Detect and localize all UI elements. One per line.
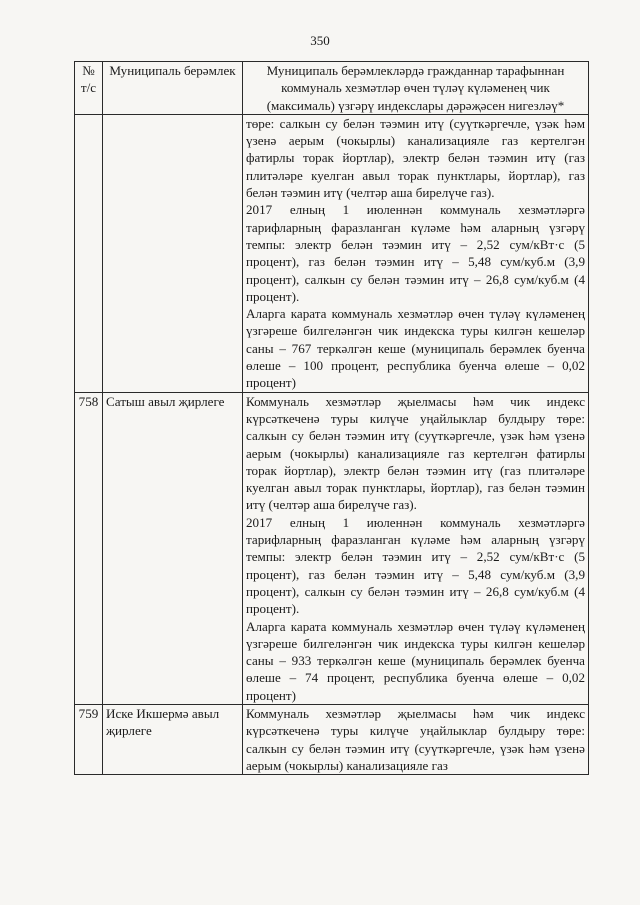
table-header-row (75, 62, 589, 115)
row-paragraph: 2017 елның 1 июленнән коммуналь хезмәтләргә тарифларның фаразланган күләме һәм аларның үзгәрү темпы: электр белән тәэмин итү – 2,52 сум/кВт·с (5 процент), газ белән тәэмин итү – 5,48 сум/куб.м (3,9 процент), салкын су белән тәэмин итү – 26,8 сум/куб.м (4 процент). (246, 202, 585, 304)
header-index: Муниципаль берәмлекләрдә гражданнар тарафыннан коммуналь хезмәтләр өчен түләү күләменең чик (максималь) үзгәрү индекслары дәрәҗәсен нигезләү* (243, 62, 589, 115)
row-description (243, 392, 589, 704)
row-description (243, 114, 589, 392)
row-paragraph: Коммуналь хезмәтләр җыелмасы һәм чик индекс күрсәткеченә туры килүче уңайлыклар булдыру төре: салкын су белән тәэмин итү (суүткәргечле, үзәк һәм үзенә аерым (чокырлы) канализацияле газ кертелгән фатирлы торак йортлар), электр белән тәэмин итү (газ плитәләре куелган авыл торак пунктлары, йортлар), газ белән тәэмин итү (челтәр аша бирелүче газ). (246, 393, 585, 513)
header-municipality: Муниципаль берәмлек (103, 62, 243, 115)
row-municipality: Сатыш авыл җирлеге (103, 392, 243, 704)
row-paragraph: Коммуналь хезмәтләр җыелмасы һәм чик индекс күрсәткеченә туры килүче уңайлыклар булдыру төре: салкын су белән тәэмин итү (суүткәргечле, үзәк һәм үзенә аерым (чокырлы) канализацияле газ (246, 705, 585, 773)
row-paragraph: 2017 елның 1 июленнән коммуналь хезмәтләргә тарифларның фаразланган күләме һәм аларның үзгәрү темпы: электр белән тәэмин итү – 2,52 сум/кВт·с (5 процент), газ белән тәэмин итү – 5,48 сум/куб.м (3,9 процент), салкын су белән тәэмин итү – 26,8 сум/куб.м (4 процент). (246, 514, 585, 617)
row-municipality (103, 114, 243, 392)
row-paragraph: Аларга карата коммуналь хезмәтләр өчен түләү күләменең үзгәреше билгеләнгән чик индекска туры килгән кешеләр саны – 767 теркәлгән кеше (муниципаль берәмлек буенча өлеше – 100 процент, республика буенча өлеше – 0,02 процент) (246, 306, 585, 391)
row-number: 758 (75, 392, 103, 704)
table-row (75, 392, 589, 704)
table-row (75, 114, 589, 392)
row-number (75, 114, 103, 392)
header-number: № т/с (75, 62, 103, 115)
index-table (74, 61, 589, 775)
row-paragraph: Аларга карата коммуналь хезмәтләр өчен түләү күләменең үзгәреше билгеләнгән чик индекска туры килгән кешеләр саны – 933 теркәлгән кеше (муниципаль берәмлек буенча өлеше – 74 процент, республика буенча өлеше – 0,02 процент) (246, 618, 585, 703)
page-number: 350 (310, 33, 330, 48)
row-municipality: Иске Икшермә авыл җирлеге (103, 704, 243, 774)
row-paragraph: төре: салкын су белән тәэмин итү (суүткәргечле, үзәк һәм үзенә аерым (чокырлы) канализацияле газ кертелгән фатирлы торак йортлар), электр белән тәэмин итү (газ плитәләре куелган авыл торак пунктлары, йортлар), газ белән тәэмин итү (челтәр аша бирелүче газ). (246, 115, 585, 201)
row-number: 759 (75, 704, 103, 774)
row-description (243, 704, 589, 774)
table-row (75, 704, 589, 774)
